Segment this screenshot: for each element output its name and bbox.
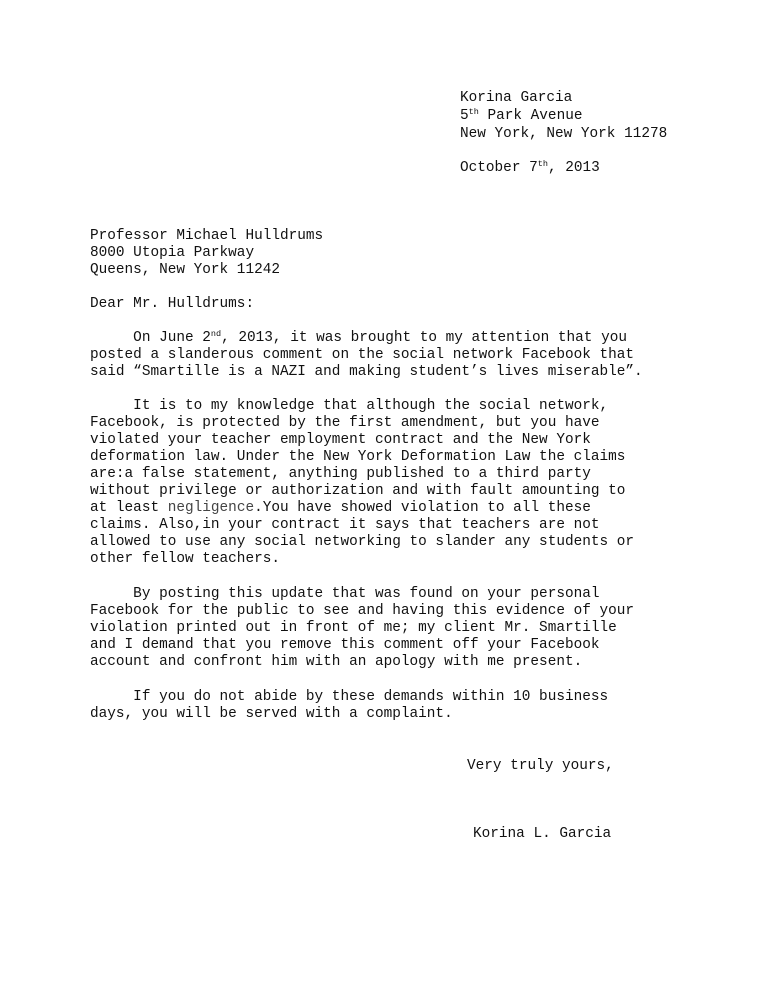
- body-line: at least negligence.You have showed violation to all these: [90, 500, 591, 516]
- body-line: days, you will be served with a complaint.: [90, 706, 453, 722]
- date-month-day: October 7: [460, 160, 538, 176]
- body-line: violation printed out in front of me; my client Mr. Smartille: [90, 620, 617, 636]
- date-suffix: th: [537, 159, 548, 169]
- body-line: deformation law. Under the New York Deformation Law the claims: [90, 449, 626, 465]
- body-line: claims. Also,in your contract it says that teachers are not: [90, 517, 600, 533]
- sender-street: [460, 108, 582, 125]
- recipient-city-line: Queens, New York 11242: [90, 262, 280, 278]
- body-line: violated your teacher employment contract and the New York: [90, 432, 591, 448]
- body-line: are:a false statement, anything published to a third party: [90, 466, 591, 482]
- highlighted-word: negligence: [167, 500, 255, 516]
- sender-street-number: 5: [460, 108, 469, 124]
- body-line: If you do not abide by these demands within 10 business: [90, 689, 609, 705]
- body-line: account and confront him with an apology with me present.: [90, 654, 583, 670]
- body-line: said “Smartille is a NAZI and making student’s lives miserable”.: [90, 364, 643, 380]
- body-line: It is to my knowledge that although the social network,: [90, 398, 609, 414]
- sender-city-line: New York, New York 11278: [460, 126, 668, 142]
- recipient-name: Professor Michael Hulldrums: [90, 228, 324, 244]
- sender-name: Korina Garcia: [460, 90, 573, 106]
- recipient-street: 8000 Utopia Parkway: [90, 245, 255, 261]
- body-line: other fellow teachers.: [90, 551, 280, 567]
- body-line: allowed to use any social networking to slander any students or: [90, 534, 635, 550]
- sender-street-suffix: th: [468, 107, 479, 117]
- body-line: Facebook for the public to see and having this evidence of your: [90, 603, 635, 619]
- letter-page: Korina Garcia 5th Park Avenue New York, New York 11278 October 7th, 2013 Professor Michael Hulldrums 8000 Utopia Parkway Queens, New York 11242 Dear Mr. Hulldrums: On June 2nd, 2013, it was brought to my attention that you posted a slanderous comment on the social network Facebook that said “Smartille is a NAZI and making student’s lives miserable”. It is to my knowledge that although the social network, Facebook, is protected by the first amendment, but you have violated your teacher employment contract and the New York deformation law. Under the New York Deformation Law the claims are:a false statement, anything published to a third party without privilege or authorization and with fault amounting to at least negligence.You have showed violation to all these claims. Also,in your contract it says that teachers are not allowed to use any social networking to slander any students or other fellow teachers. By posting this update that was found on your personal Facebook for the public to see and having this evidence of your violation printed out in front of me; my client Mr. Smartille and I demand that you remove this comment off your Facebook account and confront him with an apology with me present. If you do not abide by these demands within 10 business days, you will be served with a complaint. Very truly yours, Korina L. Garcia: [0, 0, 768, 994]
- body-line: Facebook, is protected by the first amendment, but you have: [90, 415, 600, 431]
- sender-street-rest: Park Avenue: [478, 108, 583, 124]
- body-line: and I demand that you remove this comment off your Facebook: [90, 637, 600, 653]
- body-line: On June 2nd, 2013, it was brought to my attention that you: [90, 329, 627, 346]
- body-line: posted a slanderous comment on the social network Facebook that: [90, 347, 635, 363]
- body-line: By posting this update that was found on your personal: [90, 586, 600, 602]
- body-line: without privilege or authorization and with fault amounting to: [90, 483, 626, 499]
- date-year: , 2013: [547, 160, 600, 176]
